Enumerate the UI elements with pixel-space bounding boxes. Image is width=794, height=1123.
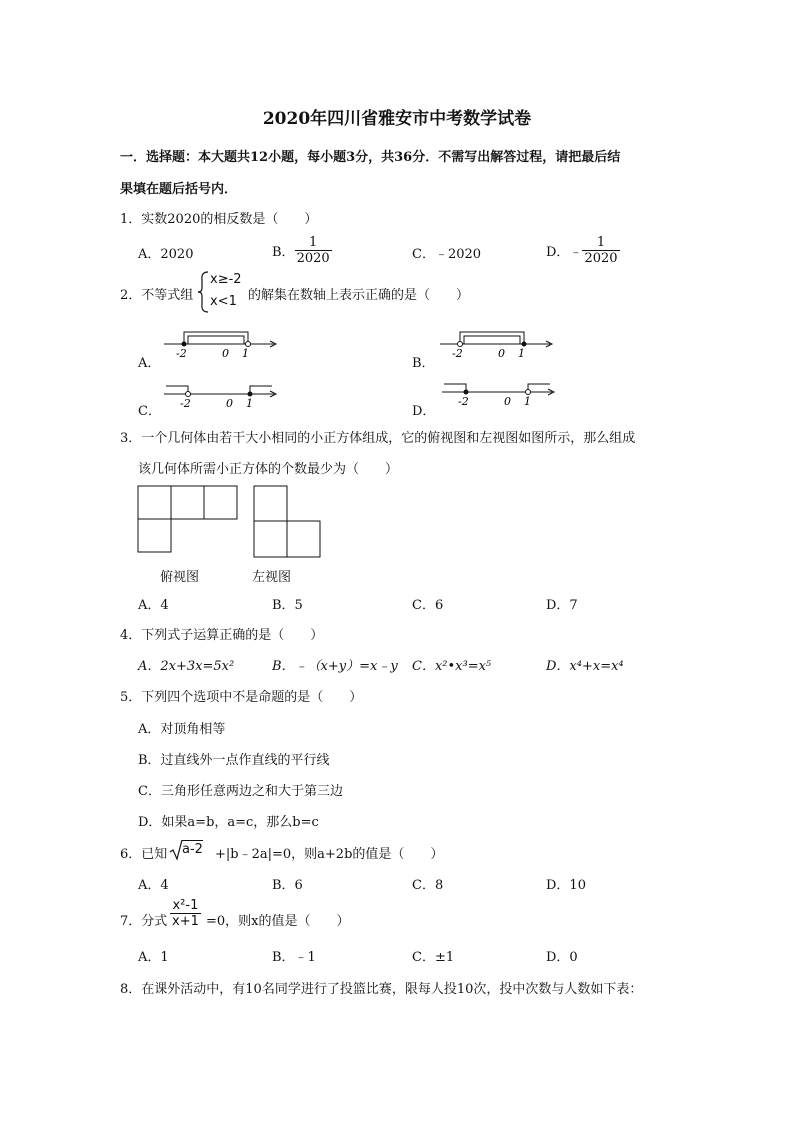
q2c-tick-neg2: -2 xyxy=(180,397,191,410)
q7-fraction xyxy=(170,898,201,929)
q7-denominator: x+1 xyxy=(172,914,199,929)
q1-d-numerator: 1 xyxy=(582,235,619,251)
q3-top-view-label: 俯视图 xyxy=(160,570,200,585)
q6-radicand: a-2 xyxy=(182,842,203,857)
q2c-tick-0: 0 xyxy=(226,397,233,410)
q3-option-c: C．6 xyxy=(412,598,444,613)
q2-inequality-2: x<1 xyxy=(210,294,237,309)
q1-d-denominator: 2020 xyxy=(584,251,618,266)
q6-option-c: C．8 xyxy=(412,878,444,893)
q2-stem-prefix: 2．不等式组 xyxy=(120,288,194,303)
q6-option-a: A．4 xyxy=(138,878,169,893)
q7-stem-suffix: =0，则x的值是（ ） xyxy=(206,914,350,929)
section-instructions-line2: 果填在题后括号内． xyxy=(120,182,238,197)
q2d-tick-neg2: -2 xyxy=(458,395,469,408)
section-instructions-line1: 一．选择题：本大题共12小题，每小题3分，共36分．不需写出解答过程，请把最后结 xyxy=(120,150,621,165)
q7-option-a: A．1 xyxy=(138,950,169,965)
q5-option-b: B．过直线外一点作直线的平行线 xyxy=(138,753,330,768)
q4-option-a: A．2x+3x=5x² xyxy=(138,659,235,674)
q4-stem: 4．下列式子运算正确的是（ ） xyxy=(120,628,324,643)
q2-option-b-label: B． xyxy=(412,356,435,371)
q2-option-d-numberline xyxy=(438,376,558,412)
q2-option-a-label: A． xyxy=(138,356,161,371)
q1-option-d-fraction xyxy=(582,235,619,266)
q6-option-b: B．6 xyxy=(272,878,303,893)
q2-option-c-numberline xyxy=(160,378,280,414)
q8-stem: 8．在课外活动中，有10名同学进行了投篮比赛，限每人投10次，投中次数与人数如下表： xyxy=(120,982,643,997)
q3-option-b: B．5 xyxy=(272,598,303,613)
q5-stem: 5．下列四个选项中不是命题的是（ ） xyxy=(120,690,363,705)
q7-option-b: B．﹣1 xyxy=(272,950,316,965)
q6-stem-prefix: 6．已知 xyxy=(120,847,168,862)
q4-option-d: D．x⁴+x=x⁴ xyxy=(546,659,624,674)
q1-option-d xyxy=(546,235,620,266)
q2a-tick-0: 0 xyxy=(222,347,229,360)
q1-b-denominator: 2020 xyxy=(296,251,330,266)
q1-stem: 1．实数2020的相反数是（ ） xyxy=(120,212,318,227)
q3-option-a: A．4 xyxy=(138,598,169,613)
q3-stem-line1: 3．一个几何体由若干大小相同的小正方体组成，它的俯视图和左视图如图所示，那么组成 xyxy=(120,431,636,446)
q6-radical-sign xyxy=(169,838,183,862)
q7-option-c: C．±1 xyxy=(412,950,455,965)
q4-option-b: B．﹣（x+y）=x﹣y xyxy=(272,659,398,674)
q2-option-b-numberline xyxy=(436,326,556,362)
q3-left-view-label: 左视图 xyxy=(252,570,292,585)
q5-option-d: D．如果a=b，a=c，那么b=c xyxy=(138,815,319,830)
q2-stem-suffix: 的解集在数轴上表示正确的是（ ） xyxy=(248,288,470,303)
q2b-tick-0: 0 xyxy=(498,347,505,360)
q2d-tick-0: 0 xyxy=(504,395,511,408)
q2-system-brace xyxy=(196,270,210,314)
q2-option-c-label: C． xyxy=(138,404,161,419)
q4-option-c: C．x²•x³=x⁵ xyxy=(412,659,492,674)
q2-inequality-1: x≥-2 xyxy=(210,272,242,287)
q2a-tick-1: 1 xyxy=(242,347,249,360)
q1-option-c: C．﹣2020 xyxy=(412,247,482,262)
q1-option-b-fraction xyxy=(295,235,332,266)
q3-stem-line2: 该几何体所需小正方体的个数最少为（ ） xyxy=(138,462,399,477)
q2a-tick-neg2: -2 xyxy=(176,347,187,360)
q2-option-a-numberline xyxy=(160,326,280,362)
q2b-tick-1: 1 xyxy=(518,347,525,360)
q3-top-view-figure xyxy=(136,484,240,556)
q5-option-c: C．三角形任意两边之和大于第三边 xyxy=(138,784,343,799)
q7-stem-prefix: 7．分式 xyxy=(120,914,168,929)
q7-option-d: D．0 xyxy=(546,950,578,965)
q2c-tick-1: 1 xyxy=(246,397,253,410)
q1-b-numerator: 1 xyxy=(295,235,332,251)
page-title: 2020年四川省雅安市中考数学试卷 xyxy=(262,109,532,129)
q2b-tick-neg2: -2 xyxy=(452,347,463,360)
q1-option-b-prefix: B． xyxy=(272,245,295,260)
q1-option-a: A．2020 xyxy=(138,247,194,262)
q5-option-a: A．对顶角相等 xyxy=(138,722,226,737)
q7-numerator: x²-1 xyxy=(170,898,201,914)
q1-option-b xyxy=(272,235,332,266)
q6-stem-suffix: +|b﹣2a|=0，则a+2b的值是（ ） xyxy=(215,847,444,862)
q6-option-d: D．10 xyxy=(546,878,586,893)
q2-option-d-label: D． xyxy=(412,404,436,419)
q3-left-view-figure xyxy=(252,484,324,560)
q1-option-d-prefix: D．﹣ xyxy=(546,245,583,260)
q3-option-d: D．7 xyxy=(546,598,578,613)
q2d-tick-1: 1 xyxy=(524,395,531,408)
